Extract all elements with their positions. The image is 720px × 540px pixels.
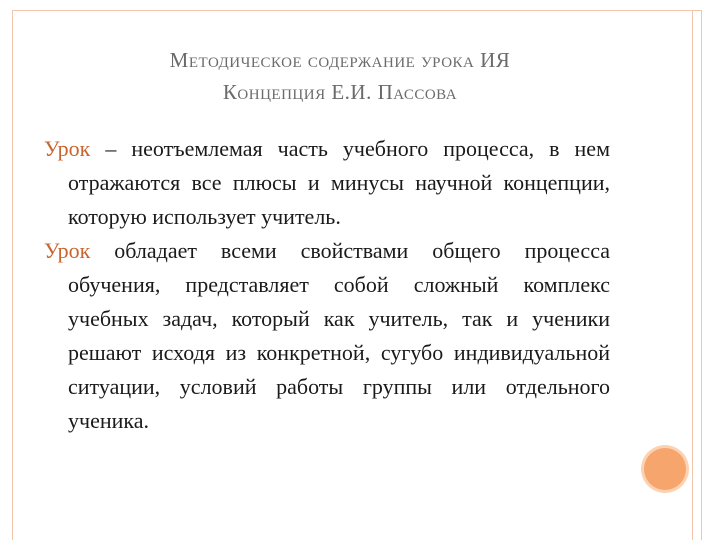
slide-title — [60, 44, 620, 108]
decorative-circle — [644, 448, 686, 490]
paragraph-1 — [44, 132, 610, 234]
slide-body — [44, 132, 610, 438]
title-line-2: Концепция Е.И. Пассова — [222, 80, 458, 104]
slide-frame-right-bar — [692, 10, 702, 540]
paragraph-2-text: обладает всеми свойствами общего процесса обучения, представляет собой сложный комплекс учебных задач, который как учитель, так и ученики решают исходя из конкретной, сугубо индивидуальной ситуации, условий работы группы или отдельного ученика. — [68, 238, 610, 433]
paragraph-1-text: – неотъемлемая часть учебного процесса, в нем отражаются все плюсы и минусы научной концепции, которую использует учитель. — [68, 136, 610, 229]
paragraph-1-keyword: Урок — [44, 136, 91, 161]
title-line-1: Методическое содержание урока ИЯ — [169, 48, 511, 72]
paragraph-2 — [44, 234, 610, 438]
paragraph-2-keyword: Урок — [44, 238, 91, 263]
